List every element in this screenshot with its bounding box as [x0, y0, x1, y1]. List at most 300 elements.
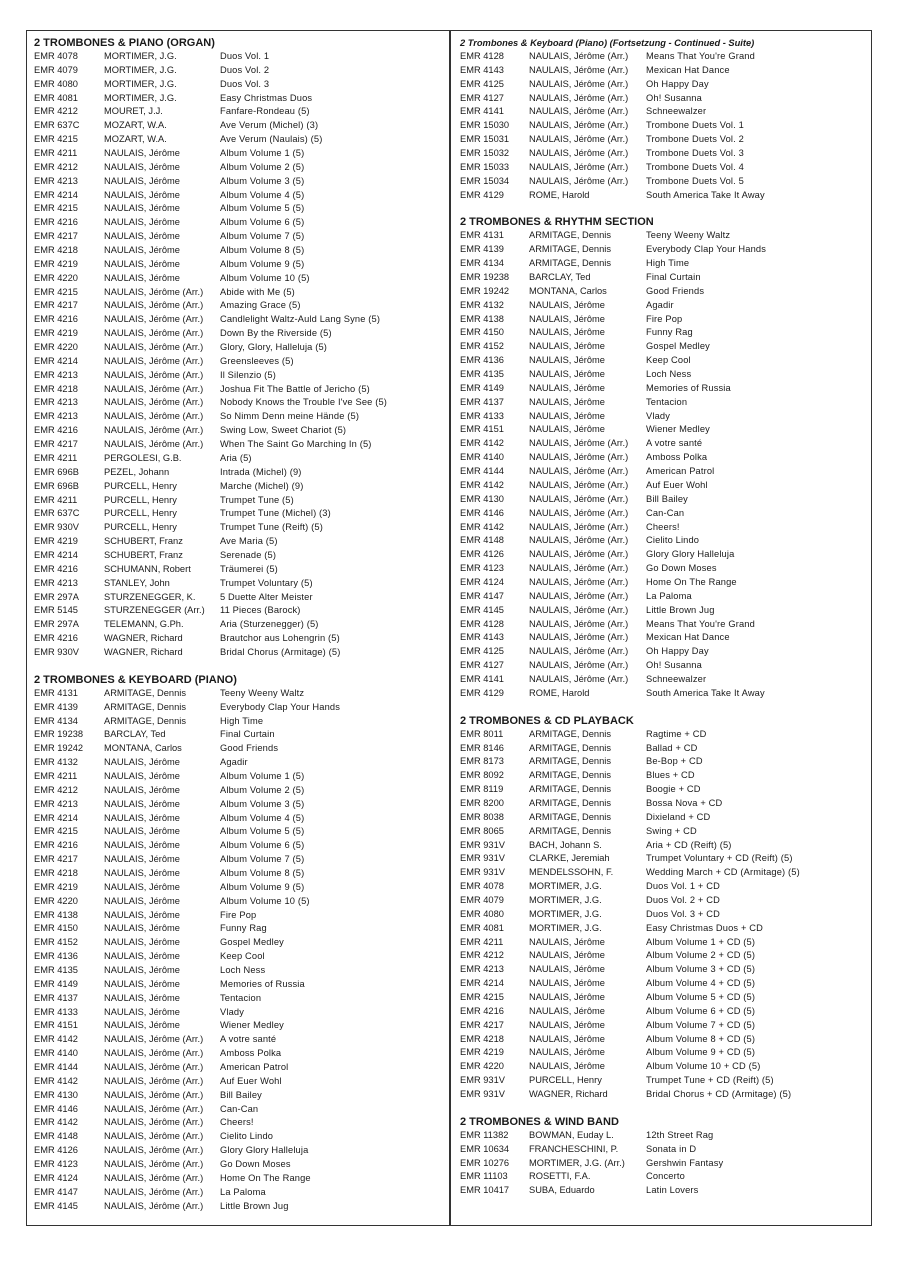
- work-title: Cielito Lindo: [646, 535, 700, 546]
- composer-name: STURZENEGGER, K.: [104, 591, 196, 602]
- composer-name: NAULAIS, Jérôme: [104, 189, 180, 200]
- catalog-entry: [460, 64, 865, 78]
- catalog-number: EMR 4212: [34, 106, 78, 117]
- work-title: Everybody Clap Your Hands: [220, 701, 341, 712]
- catalog-entry: [34, 1103, 444, 1117]
- catalog-entry: [34, 1116, 444, 1130]
- catalog-number: EMR 4146: [460, 507, 504, 518]
- catalog-entry: [34, 355, 444, 369]
- catalog-section: [460, 1115, 865, 1198]
- catalog-number: EMR 10417: [460, 1185, 510, 1196]
- catalog-number: EMR 11382: [460, 1129, 509, 1140]
- catalog-number: EMR 4140: [460, 452, 504, 463]
- composer-name: PURCELL, Henry: [104, 480, 177, 491]
- catalog-entry: [34, 313, 444, 327]
- work-title: Gospel Medley: [220, 937, 284, 948]
- catalog-number: EMR 930V: [34, 522, 79, 533]
- catalog-entry: [460, 1129, 865, 1143]
- composer-name: NAULAIS, Jérôme: [529, 964, 605, 975]
- work-title: Marche (Michel) (9): [220, 480, 304, 491]
- composer-name: NAULAIS, Jérôme (Arr.): [529, 92, 629, 103]
- composer-name: NAULAIS, Jérôme (Arr.): [529, 632, 629, 643]
- catalog-entry: [34, 992, 444, 1006]
- composer-name: NAULAIS, Jérôme: [104, 1020, 180, 1031]
- catalog-entry: [34, 286, 444, 300]
- composer-name: BARCLAY, Ted: [104, 729, 166, 740]
- catalog-entry: [460, 326, 865, 340]
- catalog-entry: [460, 133, 865, 147]
- catalog-number: EMR 696B: [34, 480, 79, 491]
- catalog-number: EMR 930V: [34, 646, 79, 657]
- catalog-entry: [460, 465, 865, 479]
- composer-name: NAULAIS, Jérôme (Arr.): [529, 161, 629, 172]
- work-title: South America Take It Away: [646, 687, 765, 698]
- composer-name: PURCELL, Henry: [104, 508, 177, 519]
- work-title: Trombone Duets Vol. 4: [646, 161, 744, 172]
- work-title: La Paloma: [646, 590, 692, 601]
- catalog-number: EMR 4139: [460, 244, 504, 255]
- catalog-entry: [34, 410, 444, 424]
- catalog-entry: [34, 756, 444, 770]
- catalog-entry: [34, 494, 444, 508]
- work-title: Album Volume 1 + CD (5): [646, 936, 756, 947]
- composer-name: NAULAIS, Jérôme (Arr.): [104, 1172, 204, 1183]
- catalog-entry: [34, 604, 444, 618]
- composer-name: PURCELL, Henry: [104, 522, 177, 533]
- composer-name: MORTIMER, J.G.: [104, 64, 177, 75]
- composer-name: NAULAIS, Jérôme: [104, 965, 180, 975]
- catalog-entry: [34, 591, 444, 605]
- composer-name: CLARKE, Jeremiah: [529, 853, 610, 864]
- catalog-number: EMR 4213: [460, 964, 504, 975]
- catalog-entry: [460, 257, 865, 271]
- work-title: Duos Vol. 3 + CD: [646, 908, 720, 919]
- catalog-entry: [34, 549, 444, 563]
- work-title: Vlady: [646, 410, 671, 421]
- composer-name: SCHUMANN, Robert: [104, 563, 191, 574]
- work-title: Go Down Moses: [646, 563, 717, 574]
- composer-name: NAULAIS, Jérôme (Arr.): [104, 342, 204, 353]
- catalog-entry: [460, 105, 865, 119]
- catalog-number: EMR 4145: [34, 1200, 78, 1211]
- work-title: Auf Euer Wohl: [646, 479, 708, 490]
- catalog-entry: [34, 825, 444, 839]
- catalog-number: EMR 4135: [34, 965, 78, 975]
- catalog-number: EMR 8146: [460, 742, 504, 753]
- composer-name: NAULAIS, Jérôme (Arr.): [104, 1200, 204, 1211]
- work-title: Album Volume 2 (5): [220, 161, 305, 172]
- work-title: Duos Vol. 2 + CD: [646, 894, 720, 905]
- catalog-number: EMR 4214: [460, 978, 504, 989]
- composer-name: TELEMANN, G.Ph.: [104, 619, 184, 630]
- catalog-number: EMR 4129: [460, 189, 504, 200]
- catalog-entry: [460, 1060, 865, 1074]
- work-title: Gershwin Fantasy: [646, 1157, 724, 1168]
- catalog-number: EMR 4142: [460, 438, 504, 449]
- catalog-number: EMR 8038: [460, 811, 504, 822]
- composer-name: PURCELL, Henry: [529, 1075, 602, 1086]
- composer-name: NAULAIS, Jérôme (Arr.): [104, 1048, 204, 1059]
- catalog-entry: [34, 452, 444, 466]
- catalog-entry: [34, 216, 444, 230]
- work-title: Agadir: [220, 757, 248, 768]
- work-title: Glory Glory Halleluja: [646, 549, 735, 560]
- composer-name: NAULAIS, Jérôme: [104, 826, 180, 837]
- catalog-entry: [34, 839, 444, 853]
- catalog-number: EMR 15030: [460, 120, 510, 131]
- catalog-entry: [460, 687, 865, 701]
- work-title: Trombone Duets Vol. 3: [646, 148, 744, 159]
- catalog-number: EMR 4217: [460, 1019, 504, 1030]
- catalog-entry: [34, 161, 444, 175]
- catalog-number: EMR 4211: [34, 148, 78, 159]
- work-title: Mexican Hat Dance: [646, 632, 730, 643]
- composer-name: MOURET, J.J.: [104, 106, 163, 117]
- catalog-number: EMR 4216: [34, 563, 78, 574]
- catalog-number: EMR 4144: [34, 1062, 78, 1073]
- catalog-number: EMR 4136: [34, 951, 78, 962]
- catalog-entry: [34, 78, 444, 92]
- composer-name: ARMITAGE, Dennis: [529, 797, 611, 808]
- composer-name: ARMITAGE, Dennis: [529, 784, 611, 795]
- entry-list: [460, 50, 865, 202]
- section-title: 2 TROMBONES & PIANO (ORGAN): [34, 37, 215, 49]
- catalog-entry: [34, 438, 444, 452]
- catalog-number: EMR 4151: [34, 1020, 78, 1031]
- catalog-entry: [34, 369, 444, 383]
- composer-name: ARMITAGE, Dennis: [529, 825, 611, 836]
- catalog-number: EMR 4219: [34, 536, 78, 547]
- composer-name: SCHUBERT, Franz: [104, 536, 183, 547]
- composer-name: NAULAIS, Jérôme: [529, 1061, 605, 1072]
- catalog-number: EMR 4123: [34, 1159, 78, 1170]
- catalog-number: EMR 4213: [34, 577, 78, 588]
- catalog-entry: [34, 258, 444, 272]
- catalog-number: EMR 297A: [34, 619, 79, 630]
- composer-name: MORTIMER, J.G.: [104, 51, 177, 61]
- catalog-entry: [460, 396, 865, 410]
- catalog-entry: [460, 147, 865, 161]
- catalog-number: EMR 4216: [460, 1005, 504, 1016]
- catalog-number: EMR 4080: [34, 78, 78, 89]
- composer-name: PURCELL, Henry: [104, 494, 177, 505]
- composer-name: MORTIMER, J.G.: [529, 922, 602, 933]
- composer-name: NAULAIS, Jérôme: [104, 895, 180, 906]
- catalog-number: EMR 8200: [460, 797, 504, 808]
- composer-name: ROME, Harold: [529, 189, 590, 200]
- work-title: Trumpet Tune (Michel) (3): [220, 508, 331, 519]
- work-title: Album Volume 2 (5): [220, 784, 305, 795]
- work-title: Tentacion: [646, 396, 688, 407]
- catalog-number: EMR 4215: [34, 134, 78, 145]
- catalog-entry: [460, 963, 865, 977]
- work-title: Album Volume 7 + CD (5): [646, 1019, 756, 1030]
- composer-name: NAULAIS, Jérôme: [529, 1005, 605, 1016]
- work-title: Duos Vol. 1: [220, 51, 270, 61]
- section-gap: [460, 202, 865, 215]
- work-title: Ave Maria (5): [220, 536, 278, 547]
- composer-name: NAULAIS, Jérôme: [104, 937, 180, 948]
- work-title: Cheers!: [220, 1117, 254, 1128]
- catalog-number: EMR 4126: [460, 549, 504, 560]
- catalog-entry: [34, 105, 444, 119]
- catalog-number: EMR 4138: [460, 313, 504, 324]
- catalog-entry: [34, 341, 444, 355]
- catalog-number: EMR 4214: [34, 355, 78, 366]
- catalog-entry: [34, 881, 444, 895]
- work-title: Concerto: [646, 1171, 685, 1182]
- section-gap: [460, 1102, 865, 1115]
- work-title: Cielito Lindo: [220, 1131, 274, 1142]
- composer-name: NAULAIS, Jérôme (Arr.): [529, 646, 629, 657]
- catalog-number: EMR 4220: [460, 1061, 504, 1072]
- catalog-number: EMR 4220: [34, 342, 78, 353]
- catalog-entry: [34, 909, 444, 923]
- composer-name: BACH, Johann S.: [529, 839, 602, 850]
- catalog-number: EMR 4143: [460, 64, 504, 75]
- catalog-number: EMR 4213: [34, 798, 78, 809]
- catalog-number: EMR 4212: [460, 950, 504, 961]
- work-title: A votre santé: [220, 1034, 277, 1045]
- catalog-entry: [34, 784, 444, 798]
- catalog-entry: [34, 798, 444, 812]
- work-title: Boogie + CD: [646, 784, 701, 795]
- work-title: Go Down Moses: [220, 1159, 291, 1170]
- composer-name: NAULAIS, Jérôme (Arr.): [104, 411, 204, 422]
- composer-name: NAULAIS, Jérôme (Arr.): [104, 1103, 204, 1114]
- right-column: [460, 36, 865, 1198]
- catalog-number: EMR 19242: [34, 743, 84, 754]
- work-title: Cheers!: [646, 521, 680, 532]
- work-title: Trumpet Tune (5): [220, 494, 294, 505]
- composer-name: ARMITAGE, Dennis: [529, 230, 611, 241]
- catalog-number: EMR 4220: [34, 895, 78, 906]
- work-title: Funny Rag: [220, 923, 267, 934]
- composer-name: NAULAIS, Jérôme (Arr.): [529, 120, 629, 131]
- catalog-number: EMR 4140: [34, 1048, 78, 1059]
- catalog-entry: [460, 78, 865, 92]
- composer-name: ARMITAGE, Dennis: [104, 701, 186, 712]
- composer-name: NAULAIS, Jérôme: [104, 867, 180, 878]
- catalog-number: EMR 4220: [34, 272, 78, 283]
- catalog-number: EMR 4130: [460, 493, 504, 504]
- catalog-number: EMR 4080: [460, 908, 504, 919]
- catalog-number: EMR 4214: [34, 549, 78, 560]
- composer-name: ARMITAGE, Dennis: [529, 258, 611, 269]
- catalog-number: EMR 4148: [460, 535, 504, 546]
- catalog-entry: [460, 243, 865, 257]
- work-title: Album Volume 1 (5): [220, 770, 305, 781]
- catalog-number: EMR 19238: [34, 729, 84, 740]
- catalog-number: EMR 8173: [460, 756, 504, 767]
- work-title: Album Volume 5 (5): [220, 826, 305, 837]
- work-title: Aria + CD (Reift) (5): [646, 839, 732, 850]
- catalog-entry: [460, 852, 865, 866]
- catalog-number: EMR 4131: [460, 230, 504, 241]
- work-title: Be-Bop + CD: [646, 756, 703, 767]
- catalog-number: EMR 4139: [34, 701, 78, 712]
- work-title: La Paloma: [220, 1186, 266, 1197]
- catalog-entry: [34, 1019, 444, 1033]
- catalog-number: EMR 4125: [460, 78, 504, 89]
- composer-name: NAULAIS, Jérôme: [529, 978, 605, 989]
- catalog-entry: [34, 189, 444, 203]
- work-title: Amboss Polka: [646, 452, 708, 463]
- composer-name: NAULAIS, Jérôme: [529, 341, 605, 352]
- catalog-number: EMR 4137: [460, 396, 504, 407]
- work-title: High Time: [220, 715, 264, 726]
- composer-name: PEZEL, Johann: [104, 466, 170, 477]
- work-title: Album Volume 6 + CD (5): [646, 1005, 756, 1016]
- composer-name: NAULAIS, Jérôme (Arr.): [529, 507, 629, 518]
- entry-list: [460, 1129, 865, 1198]
- composer-name: NAULAIS, Jérôme: [104, 245, 180, 256]
- catalog-entry: [34, 1061, 444, 1075]
- catalog-entry: [460, 949, 865, 963]
- work-title: Album Volume 6 (5): [220, 217, 305, 228]
- section-title: 2 TROMBONES & RHYTHM SECTION: [460, 216, 654, 229]
- catalog-number: EMR 4131: [34, 687, 78, 698]
- section-gap: [460, 701, 865, 714]
- composer-name: NAULAIS, Jérôme (Arr.): [529, 521, 629, 532]
- catalog-entry: [460, 313, 865, 327]
- catalog-entry: [34, 728, 444, 742]
- composer-name: NAULAIS, Jérôme (Arr.): [104, 314, 204, 325]
- work-title: Home On The Range: [220, 1172, 311, 1183]
- entry-list: [460, 229, 865, 700]
- catalog-number: EMR 4215: [460, 992, 504, 1002]
- catalog-entry: [460, 368, 865, 382]
- work-title: Vlady: [220, 1006, 245, 1017]
- work-title: Oh! Susanna: [646, 660, 702, 671]
- catalog-entry: [460, 189, 865, 203]
- catalog-number: EMR 4217: [34, 231, 78, 242]
- composer-name: NAULAIS, Jérôme (Arr.): [529, 673, 629, 684]
- catalog-number: EMR 4149: [460, 382, 504, 393]
- catalog-number: EMR 4212: [34, 784, 78, 795]
- composer-name: ARMITAGE, Dennis: [104, 687, 186, 698]
- composer-name: NAULAIS, Jérôme (Arr.): [104, 355, 204, 366]
- catalog-number: EMR 4136: [460, 355, 504, 366]
- composer-name: NAULAIS, Jérôme (Arr.): [104, 1117, 204, 1128]
- composer-name: NAULAIS, Jérôme: [104, 812, 180, 823]
- catalog-entry: [34, 133, 444, 147]
- work-title: Oh Happy Day: [646, 646, 709, 657]
- catalog-number: EMR 4150: [34, 923, 78, 934]
- work-title: Dixieland + CD: [646, 811, 711, 822]
- catalog-entry: [460, 991, 865, 1005]
- composer-name: NAULAIS, Jérôme: [104, 784, 180, 795]
- work-title: Aria (Sturzenegger) (5): [220, 619, 319, 630]
- work-title: Album Volume 7 (5): [220, 231, 305, 242]
- catalog-entry: [460, 908, 865, 922]
- catalog-number: EMR 10276: [460, 1157, 510, 1168]
- composer-name: ARMITAGE, Dennis: [529, 742, 611, 753]
- catalog-entry: [34, 687, 444, 701]
- work-title: Amazing Grace (5): [220, 300, 301, 311]
- catalog-number: EMR 4130: [34, 1089, 78, 1100]
- catalog-number: EMR 19242: [460, 285, 510, 296]
- catalog-entry: [34, 895, 444, 909]
- work-title: Bill Bailey: [646, 493, 688, 504]
- catalog-entry: [460, 576, 865, 590]
- catalog-entry: [460, 423, 865, 437]
- work-title: Album Volume 8 (5): [220, 245, 305, 256]
- composer-name: NAULAIS, Jérôme (Arr.): [104, 369, 204, 380]
- work-title: Abide with Me (5): [220, 286, 295, 297]
- catalog-number: EMR 4124: [34, 1172, 78, 1183]
- catalog-number: EMR 15031: [460, 134, 510, 145]
- catalog-entry: [460, 783, 865, 797]
- composer-name: ARMITAGE, Dennis: [529, 244, 611, 255]
- catalog-entry: [460, 825, 865, 839]
- composer-name: NAULAIS, Jérôme (Arr.): [529, 563, 629, 574]
- catalog-entry: [460, 382, 865, 396]
- catalog-entry: [460, 977, 865, 991]
- catalog-entry: [34, 1186, 444, 1200]
- composer-name: MORTIMER, J.G.: [104, 78, 177, 89]
- catalog-number: EMR 4213: [34, 175, 78, 186]
- work-title: Gospel Medley: [646, 341, 710, 352]
- catalog-number: EMR 4217: [34, 300, 78, 311]
- catalog-entry: [34, 50, 444, 64]
- catalog-entry: [34, 563, 444, 577]
- catalog-number: EMR 637C: [34, 120, 80, 131]
- catalog-entry: [34, 646, 444, 660]
- composer-name: WAGNER, Richard: [529, 1089, 608, 1100]
- catalog-entry: [460, 604, 865, 618]
- composer-name: NAULAIS, Jérôme (Arr.): [529, 452, 629, 463]
- composer-name: NAULAIS, Jérôme: [104, 992, 180, 1003]
- work-title: Loch Ness: [646, 369, 692, 380]
- catalog-entry: [34, 175, 444, 189]
- work-title: Album Volume 3 (5): [220, 798, 305, 809]
- work-title: South America Take It Away: [646, 189, 765, 200]
- catalog-entry: [460, 922, 865, 936]
- composer-name: ARMITAGE, Dennis: [529, 811, 611, 822]
- composer-name: NAULAIS, Jérôme: [104, 161, 180, 172]
- catalog-number: EMR 4078: [460, 881, 504, 892]
- work-title: Can-Can: [220, 1103, 259, 1114]
- catalog-entry: [34, 299, 444, 313]
- catalog-entry: [460, 797, 865, 811]
- catalog-entry: [34, 64, 444, 78]
- composer-name: NAULAIS, Jérôme: [104, 148, 180, 159]
- work-title: Album Volume 4 (5): [220, 189, 305, 200]
- catalog-number: EMR 8092: [460, 770, 504, 781]
- catalog-entry: [34, 770, 444, 784]
- composer-name: MENDELSSOHN, F.: [529, 867, 614, 878]
- work-title: 12th Street Rag: [646, 1129, 714, 1140]
- composer-name: NAULAIS, Jérôme: [104, 909, 180, 920]
- work-title: Swing + CD: [646, 825, 697, 836]
- catalog-entry: [34, 978, 444, 992]
- catalog-entry: [34, 202, 444, 216]
- work-title: Album Volume 9 (5): [220, 881, 305, 892]
- work-title: Intrada (Michel) (9): [220, 466, 302, 477]
- composer-name: ARMITAGE, Dennis: [104, 715, 186, 726]
- composer-name: ARMITAGE, Dennis: [529, 756, 611, 767]
- catalog-entry: [460, 880, 865, 894]
- catalog-number: EMR 4215: [34, 826, 78, 837]
- catalog-entry: [460, 534, 865, 548]
- catalog-number: EMR 4147: [460, 590, 504, 601]
- catalog-number: EMR 4211: [34, 770, 78, 781]
- composer-name: NAULAIS, Jérôme (Arr.): [104, 439, 204, 450]
- catalog-number: EMR 931V: [460, 839, 505, 850]
- catalog-number: EMR 4134: [460, 258, 504, 269]
- catalog-number: EMR 4127: [460, 92, 504, 103]
